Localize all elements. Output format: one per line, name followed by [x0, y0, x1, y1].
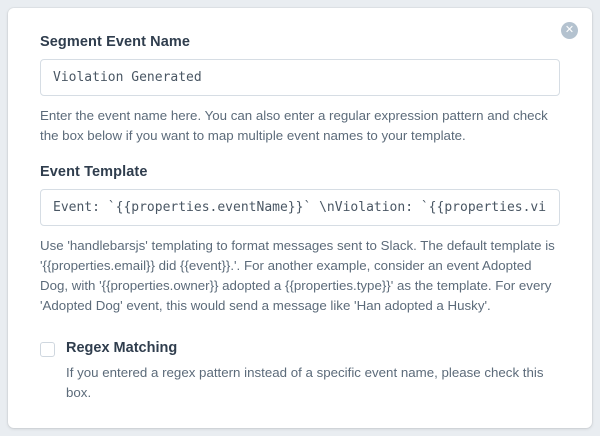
event-template-input[interactable]	[40, 189, 560, 226]
regex-matching-text	[66, 340, 556, 403]
segment-event-name-input[interactable]	[40, 59, 560, 96]
regex-matching-label: Regex Matching	[66, 340, 178, 356]
event-template-label: Event Template	[40, 164, 148, 180]
close-icon[interactable]: ✕	[561, 22, 578, 39]
segment-event-name-label: Segment Event Name	[40, 34, 191, 50]
event-template-help: Use 'handlebarsjs' templating to format messages sent to Slack. The default template is '{{properties.email}} did {{event}}.'. For another example, consider an event Adopted Dog, with '{{properties.owner}} adopted a {{properties.type}}' as the template. For every 'Adopted Dog' event, this would send a message like 'Han adopted a Husky'.	[40, 238, 555, 313]
segment-event-dialog	[8, 8, 592, 428]
regex-matching-help: If you entered a regex pattern instead of a specific event name, please check this box.	[66, 365, 544, 400]
dialog-body	[8, 8, 592, 403]
spacer	[40, 146, 560, 164]
regex-matching-row	[40, 340, 560, 403]
segment-event-name-help: Enter the event name here. You can also enter a regular expression pattern and check the box below if you want to map multiple event names to your template.	[40, 108, 548, 143]
regex-matching-checkbox[interactable]	[40, 342, 55, 357]
